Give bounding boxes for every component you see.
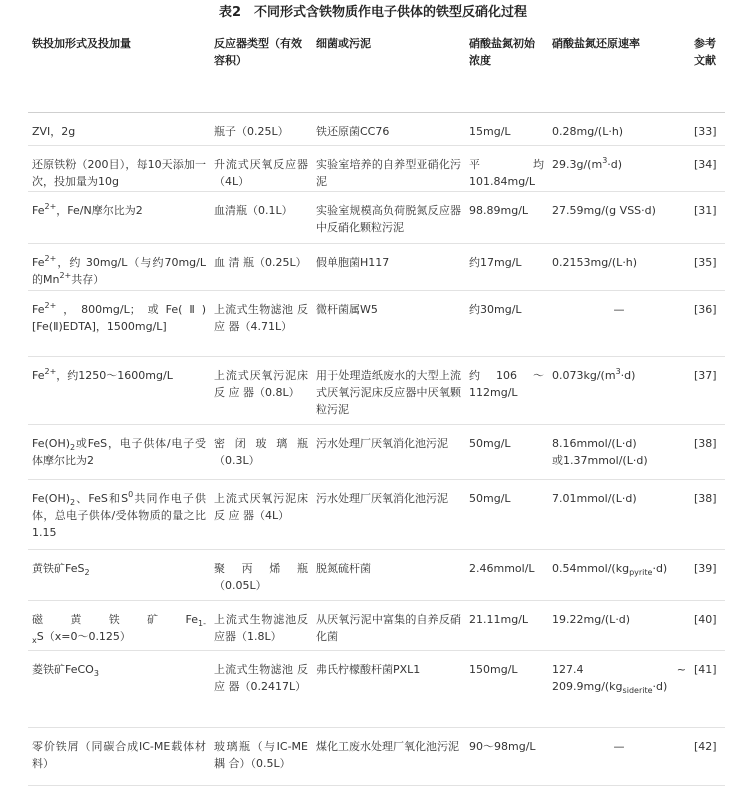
cell-reference [690, 191, 725, 243]
reactor-text: 上流式厌氧污泥床 反 应 器（0.8L） [214, 368, 308, 399]
supscript-text: 3 [602, 155, 608, 165]
cell-text: ·d) [652, 561, 668, 575]
bacteria-text: 煤化工废水处理厂氧化池污泥 [316, 739, 459, 753]
reduction-rate-text [552, 490, 686, 507]
iron-form-text [32, 202, 206, 219]
iron-form-text [32, 156, 206, 190]
iron-form-text [32, 123, 206, 140]
initial-concentration-text: 2.46mmol/L [469, 561, 535, 575]
iron-form-text [32, 254, 206, 288]
cell-text: ZVI，2g [32, 124, 76, 138]
cell-reactor [210, 243, 312, 290]
cell-text: Fe [32, 255, 45, 269]
brscript-text: 8.16mmol/(L·d) [552, 436, 637, 450]
cell-iron-form [28, 424, 210, 479]
cell-reduction-rate [548, 727, 690, 785]
cell-bacteria [312, 727, 465, 785]
reactor-text: 上流式生物滤池反应器（1.8L） [214, 612, 308, 643]
cell-text: — [613, 739, 625, 753]
cell-reduction-rate [548, 145, 690, 191]
header-initial-concentration: 硝酸盐氮初始浓度 [465, 28, 548, 112]
cell-reactor [210, 600, 312, 650]
table-header-row [28, 28, 725, 112]
table-row [28, 650, 725, 727]
cell-iron-form [28, 356, 210, 424]
cell-reactor [210, 727, 312, 785]
reduction-rate-text [552, 202, 686, 219]
reactor-text: 玻璃瓶（与IC-ME 耦 合）（0.5L） [214, 739, 308, 770]
cell-iron-form [28, 549, 210, 600]
table-row [28, 112, 725, 145]
cell-reactor [210, 549, 312, 600]
initial-concentration-text: 98.89mg/L [469, 203, 529, 217]
cell-reactor [210, 356, 312, 424]
reference-text: [38] [694, 436, 717, 450]
cell-bacteria [312, 600, 465, 650]
table-row [28, 356, 725, 424]
bacteria-text: 脱氮硫杆菌 [316, 561, 371, 575]
table-row [28, 145, 725, 191]
cell-iron-form [28, 650, 210, 727]
supscript-text: 2+ [44, 366, 57, 376]
table-row [28, 600, 725, 650]
supscript-text: 2+ [44, 253, 57, 263]
reactor-text: 上流式厌氧污泥床 反 应 器（4L） [214, 491, 308, 522]
reduction-rate-text [552, 123, 686, 140]
table-row [28, 549, 725, 600]
reduction-rate-text [552, 661, 686, 695]
cell-text: 或FeS，电子供体/电子受体摩尔比为2 [32, 436, 206, 467]
header-iron-form: 铁投加形式及投加量 [28, 28, 210, 112]
header-reduction-rate: 硝酸盐氮还原速率 [548, 28, 690, 112]
reference-text: [33] [694, 124, 717, 138]
reactor-text: 血清瓶（0.1L） [214, 203, 293, 217]
bacteria-text: 铁还原菌CC76 [316, 124, 390, 138]
subscript-text: siderite [622, 685, 653, 695]
table-row [28, 191, 725, 243]
cell-text: ，约1250～1600mg/L [56, 368, 173, 382]
reference-text: [37] [694, 368, 717, 382]
cell-text: 、FeS和S [75, 491, 129, 505]
iron-form-text [32, 435, 206, 469]
cell-reactor [210, 650, 312, 727]
cell-text: Fe [32, 203, 45, 217]
table-row [28, 424, 725, 479]
cell-reference [690, 356, 725, 424]
cell-reference [690, 424, 725, 479]
cell-text: 磁 黄 铁 矿 Fe [32, 612, 199, 626]
cell-initial-concentration [465, 145, 548, 191]
initial-concentration-text: 50mg/L [469, 491, 511, 505]
cell-text: 127.4 ~ 209.9mg/(kg [552, 662, 686, 693]
cell-reduction-rate [548, 479, 690, 549]
cell-initial-concentration [465, 424, 548, 479]
cell-text: ，800mg/L；或Fe(Ⅱ)[Fe(Ⅱ)EDTA]，1500mg/L] [32, 302, 206, 333]
cell-iron-form [28, 145, 210, 191]
cell-bacteria [312, 112, 465, 145]
cell-initial-concentration [465, 600, 548, 650]
supscript-text: 2+ [44, 201, 57, 211]
reactor-text: 升流式厌氧反应器（4L） [214, 157, 308, 188]
cell-reference [690, 290, 725, 356]
subscript-text: pyrite [629, 567, 653, 577]
cell-iron-form [28, 290, 210, 356]
cell-text: Fe [32, 302, 45, 316]
cell-reduction-rate [548, 191, 690, 243]
cell-bacteria [312, 549, 465, 600]
header-reactor-type: 反应器类型（有效容积） [210, 28, 312, 112]
bacteria-text: 弗氏柠檬酸杆菌PXL1 [316, 662, 421, 676]
cell-bacteria [312, 191, 465, 243]
reduction-rate-text [552, 254, 686, 271]
cell-text: 共存） [71, 272, 105, 286]
cell-text: 27.59mg/(g VSS·d) [552, 203, 656, 217]
iron-form-text [32, 560, 206, 577]
cell-reduction-rate [548, 112, 690, 145]
cell-reference [690, 549, 725, 600]
cell-initial-concentration [465, 290, 548, 356]
initial-concentration-text: 90～98mg/L [469, 739, 536, 753]
supscript-text: 2+ [44, 300, 57, 310]
reference-text: [40] [694, 612, 717, 626]
reference-text: [41] [694, 662, 717, 676]
cell-reduction-rate [548, 290, 690, 356]
cell-initial-concentration [465, 191, 548, 243]
initial-concentration-text: 50mg/L [469, 436, 511, 450]
subscript-text: 2 [84, 567, 90, 577]
reduction-rate-text [552, 611, 686, 628]
subscript-text: 2 [70, 442, 76, 452]
cell-reference [690, 145, 725, 191]
supscript-text: 3 [615, 366, 621, 376]
reactor-text: 血 清 瓶（0.25L） [214, 255, 307, 269]
cell-initial-concentration [465, 727, 548, 785]
bacteria-text: 用于处理造纸废水的大型上流式厌氧污泥床反应器中厌氧颗粒污泥 [316, 368, 461, 416]
cell-text: 共同作电子供体，总电子供体/受体物质的量之比1.15 [32, 491, 206, 539]
cell-text: 29.3g/(m [552, 157, 603, 171]
cell-reference [690, 727, 725, 785]
reduction-rate-text [552, 156, 686, 173]
cell-text: 19.22mg/(L·d) [552, 612, 631, 626]
cell-reduction-rate [548, 356, 690, 424]
reduction-rate-text [552, 738, 686, 755]
cell-bacteria [312, 424, 465, 479]
cell-text: Fe(OH) [32, 436, 71, 450]
reference-text: [35] [694, 255, 717, 269]
bacteria-text: 实验室培养的自养型亚硝化污泥 [316, 157, 461, 188]
bacteria-text: 实验室规模高负荷脱氮反应器中反硝化颗粒污泥 [316, 203, 461, 234]
cell-bacteria [312, 290, 465, 356]
cell-iron-form [28, 112, 210, 145]
cell-text: ·d) [607, 157, 623, 171]
initial-concentration-text: 150mg/L [469, 662, 518, 676]
reduction-rate-text [552, 435, 686, 469]
initial-concentration-text: 约106～112mg/L [469, 368, 544, 399]
cell-reduction-rate [548, 650, 690, 727]
cell-reduction-rate [548, 424, 690, 479]
reduction-rate-text [552, 301, 686, 318]
cell-text: ·d) [652, 679, 668, 693]
reactor-text: 聚 丙 烯 瓶（0.05L） [214, 561, 308, 592]
cell-text: 0.2153mg/(L·h) [552, 255, 638, 269]
initial-concentration-text: 15mg/L [469, 124, 511, 138]
cell-bacteria [312, 356, 465, 424]
supscript-text: 0 [128, 489, 134, 499]
iron-form-text [32, 490, 206, 541]
cell-initial-concentration [465, 356, 548, 424]
bacteria-text: 假单胞菌H117 [316, 255, 390, 269]
cell-reference [690, 600, 725, 650]
cell-text: 7.01mmol/(L·d) [552, 491, 637, 505]
cell-bacteria [312, 479, 465, 549]
header-bacteria: 细菌或污泥 [312, 28, 465, 112]
iron-form-text [32, 367, 206, 384]
reference-text: [42] [694, 739, 717, 753]
cell-text: Fe(OH) [32, 491, 71, 505]
iron-denitrification-table [28, 28, 725, 786]
initial-concentration-text: 约30mg/L [469, 302, 522, 316]
initial-concentration-text: 21.11mg/L [469, 612, 529, 626]
bacteria-text: 从厌氧污泥中富集的自养反硝化菌 [316, 612, 461, 643]
cell-reduction-rate [548, 549, 690, 600]
cell-text: ·d) [620, 368, 636, 382]
cell-reference [690, 243, 725, 290]
cell-text: ，Fe/N摩尔比为2 [56, 203, 143, 217]
cell-text: — [613, 302, 625, 316]
iron-form-text [32, 301, 206, 335]
reference-text: [34] [694, 157, 717, 171]
cell-reactor [210, 191, 312, 243]
cell-text: 0.073kg/(m [552, 368, 616, 382]
cell-text: 0.54mmol/(kg [552, 561, 630, 575]
cell-text: 菱铁矿FeCO [32, 662, 94, 676]
cell-text: Fe [32, 368, 45, 382]
supscript-text: 2+ [59, 270, 72, 280]
cell-bacteria [312, 650, 465, 727]
table-row [28, 727, 725, 785]
cell-reduction-rate [548, 243, 690, 290]
cell-reference [690, 650, 725, 727]
cell-text: ，约 30mg/L（与约70mg/L的Mn [32, 255, 206, 286]
cell-reactor [210, 424, 312, 479]
reactor-text: 上流式生物滤池 反 应 器（0.2417L） [214, 662, 308, 693]
reference-text: [31] [694, 203, 717, 217]
cell-bacteria [312, 145, 465, 191]
cell-reference [690, 112, 725, 145]
reference-text: [39] [694, 561, 717, 575]
header-reference: 参考文献 [690, 28, 725, 112]
cell-text: S（x=0～0.125） [36, 629, 131, 643]
cell-text: 还原铁粉（200目），每10天添加一次，投加量为10g [32, 157, 206, 188]
cell-iron-form [28, 600, 210, 650]
reference-text: [36] [694, 302, 717, 316]
iron-form-text [32, 738, 206, 772]
reduction-rate-text [552, 367, 686, 384]
cell-iron-form [28, 243, 210, 290]
cell-reactor [210, 112, 312, 145]
cell-iron-form [28, 727, 210, 785]
cell-reactor [210, 290, 312, 356]
cell-reduction-rate [548, 600, 690, 650]
cell-initial-concentration [465, 650, 548, 727]
bacteria-text: 污水处理厂厌氧消化池污泥 [316, 436, 448, 450]
cell-initial-concentration [465, 243, 548, 290]
reactor-text: 密 闭 玻 璃 瓶（0.3L） [214, 436, 308, 467]
bacteria-text: 微杆菌属W5 [316, 302, 378, 316]
subscript-text: 1-x [32, 618, 206, 645]
reactor-text: 瓶子（0.25L） [214, 124, 289, 138]
table-body [28, 112, 725, 785]
cell-iron-form [28, 191, 210, 243]
subscript-text: 2 [70, 497, 76, 507]
cell-text: 0.28mg/(L·h) [552, 124, 624, 138]
table-caption: 表2 不同形式含铁物质作电子供体的铁型反硝化过程 [218, 5, 528, 20]
initial-concentration-text: 约17mg/L [469, 255, 522, 269]
cell-initial-concentration [465, 549, 548, 600]
cell-reactor [210, 479, 312, 549]
reactor-text: 上流式生物滤池 反 应 器（4.71L） [214, 302, 308, 333]
cell-iron-form [28, 479, 210, 549]
reduction-rate-text [552, 560, 686, 577]
table-row [28, 290, 725, 356]
subscript-text: 3 [93, 668, 99, 678]
reference-text: [38] [694, 491, 717, 505]
cell-reference [690, 479, 725, 549]
cell-text: 零价铁屑（同碳合成IC-ME载体材料） [32, 739, 206, 770]
brscript-text: 或1.37mmol/(L·d) [552, 453, 648, 467]
bacteria-text: 污水处理厂厌氧消化池污泥 [316, 491, 448, 505]
table-row [28, 479, 725, 549]
cell-initial-concentration [465, 112, 548, 145]
table-row [28, 243, 725, 290]
iron-form-text [32, 661, 206, 678]
cell-bacteria [312, 243, 465, 290]
cell-text: 黄铁矿FeS [32, 561, 85, 575]
cell-initial-concentration [465, 479, 548, 549]
cell-reactor [210, 145, 312, 191]
initial-concentration-text: 平均101.84mg/L [469, 157, 544, 188]
iron-form-text [32, 611, 206, 645]
